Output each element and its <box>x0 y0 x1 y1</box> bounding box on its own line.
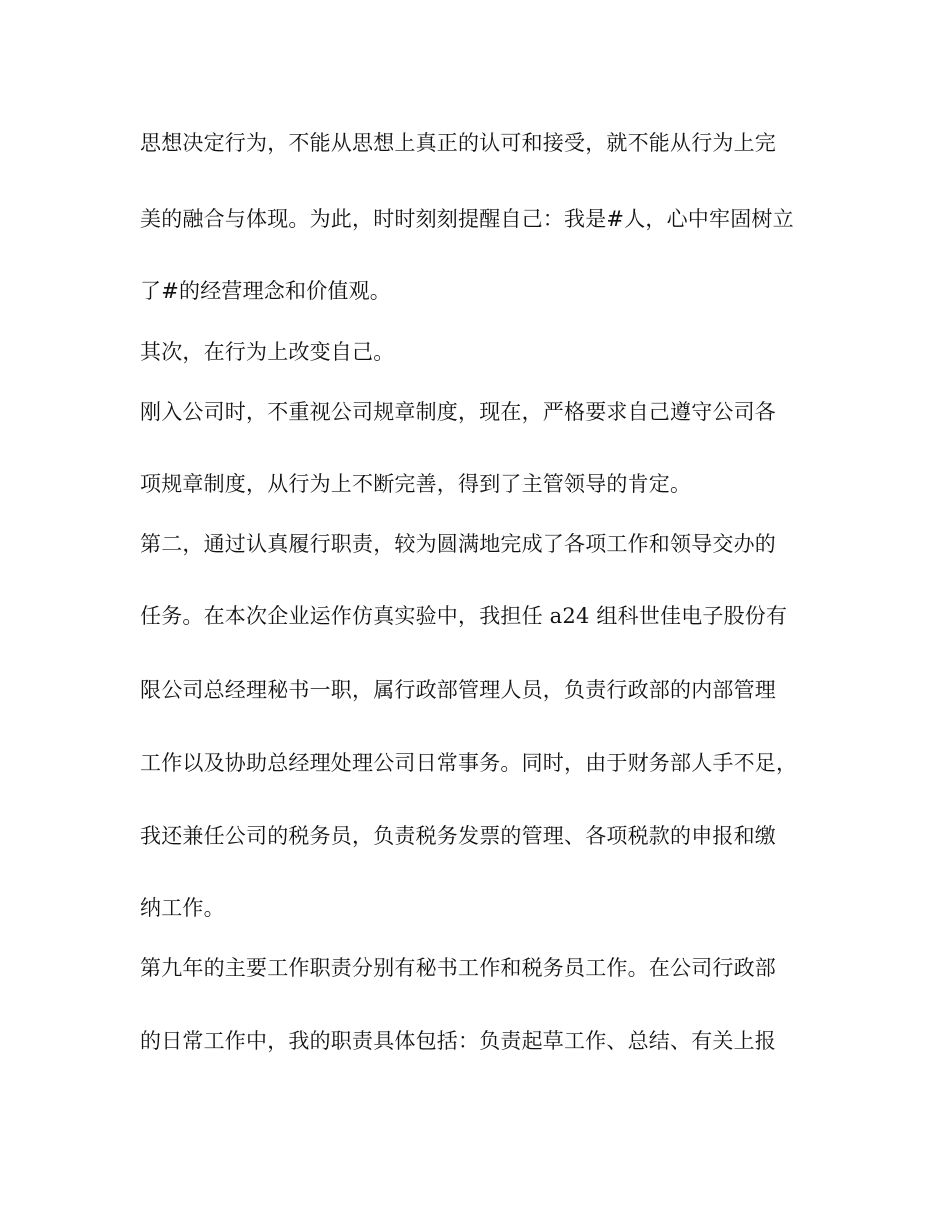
text-line: 第九年的主要工作职责分别有秘书工作和税务员工作。在公司行政部 <box>140 956 776 980</box>
text-line: 工作以及协助总经理处理公司日常事务。同时，由于财务部人手不足， <box>140 751 798 775</box>
text-line: 其次，在行为上改变自己。 <box>140 340 395 364</box>
text-line: 第二，通过认真履行职责，较为圆满地完成了各项工作和领导交办的 <box>140 532 776 556</box>
text-line: 任务。在本次企业运作仿真实验中，我担任 a24 组科世佳电子股份有 <box>140 604 788 628</box>
text-line: 美的融合与体现。为此，时时刻刻提醒自己：我是#人，心中牢固树立 <box>140 207 794 231</box>
text-line: 项规章制度，从行为上不断完善，得到了主管领导的肯定。 <box>140 472 692 496</box>
text-line: 了#的经营理念和价值观。 <box>140 279 391 303</box>
text-line: 限公司总经理秘书一职，属行政部管理人员，负责行政部的内部管理 <box>140 678 776 702</box>
text-line: 思想决定行为，不能从思想上真正的认可和接受，就不能从行为上完 <box>140 131 776 155</box>
text-line: 刚入公司时，不重视公司规章制度，现在，严格要求自己遵守公司各 <box>140 400 776 424</box>
text-line: 我还兼任公司的税务员，负责税务发票的管理、各项税款的申报和缴 <box>140 824 776 848</box>
text-line: 的日常工作中，我的职责具体包括：负责起草工作、总结、有关上报 <box>140 1029 776 1053</box>
text-line: 纳工作。 <box>140 896 225 920</box>
